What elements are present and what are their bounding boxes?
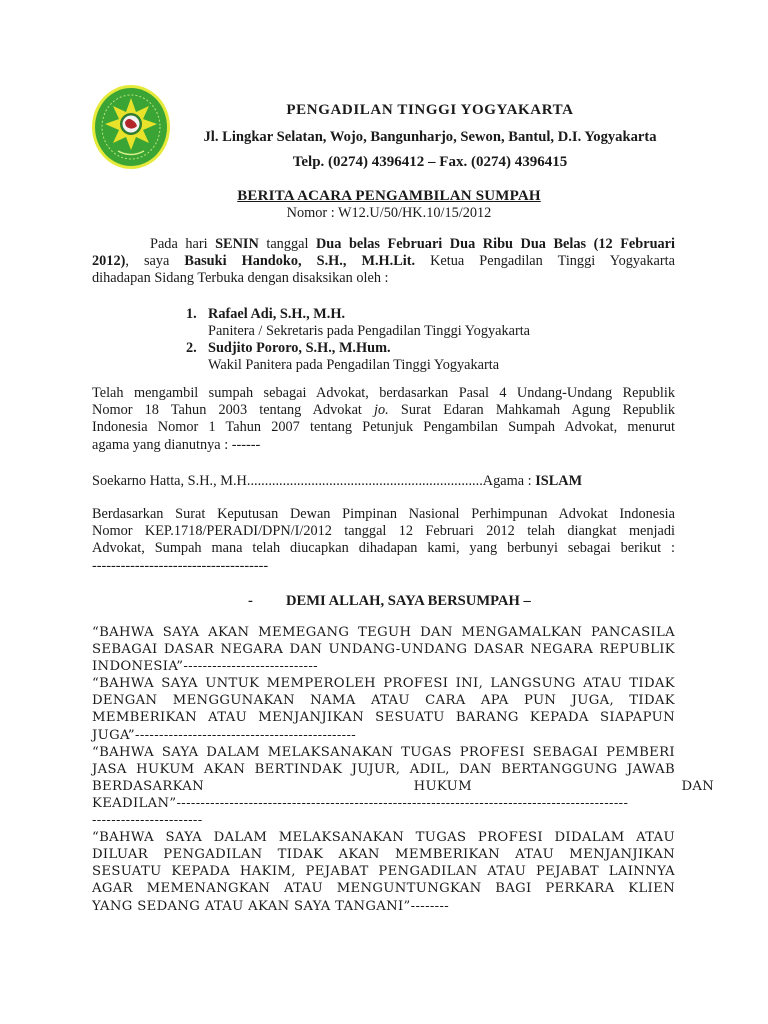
witness-role: Wakil Panitera pada Pengadilan Tinggi Yogyakarta: [208, 357, 500, 373]
advocate-name: Soekarno Hatta, S.H., M.H: [92, 473, 247, 489]
opening-line-1: Pada hari SENIN tanggal Dua belas Februari Dua Ribu Dua Belas (12 Februari: [150, 236, 675, 252]
decree-line-3: Advokat, Sumpah mana telah diucapkan dihadapan kami, yang berbunyi sebagai berikut :: [92, 540, 675, 557]
legal-basis-paragraph: [92, 385, 675, 454]
institution-contact: Telp. (0274) 4396412 – Fax. (0274) 4396415: [292, 154, 568, 170]
oath-clause: “BAHWA SAYA DALAM MELAKSANAKAN TUGAS PROFESI DIDALAM ATAU DILUAR PENGADILAN TIDAK AKAN MEMBERIKAN ATAU MENJANJIKAN SESUATU KEPADA HAKIM, PEJABAT PENGADILAN ATAU PEJABAT LAINNYA AGAR MEMENANGKAN ATAU MENGUNTUNGKAN BAGI PERKARA KLIEN YANG SEDANG ATAU AKAN SAYA TANGANI”--------: [92, 830, 675, 914]
advocate-religion: ISLAM: [535, 473, 583, 489]
oath-clause: “BAHWA SAYA DALAM MELAKSANAKAN TUGAS PROFESI SEBAGAI PEMBERI JASA HUKUM AKAN BERTINDAK JUJUR, ADIL, DAN BERTANGGUNG JAWAB BERDASARKAN HUKUM DAN KEADILAN”---------------------------------------------------------------------------------------------- -----------------------: [92, 744, 715, 829]
witness-name: Sudjito Pororo, S.H., M.Hum.: [208, 340, 391, 356]
document-title: BERITA ACARA PENGAMBILAN SUMPAH: [237, 188, 541, 204]
document-number: Nomor : W12.U/50/HK.10/15/2012: [286, 205, 492, 221]
advocate-line-text: Soekarno Hatta, S.H., M.H..................................................................Agama : ISLAM: [92, 473, 583, 489]
opening-line-2: 2012), saya Basuki Handoko, S.H., M.H.Lit. Ketua Pengadilan Tinggi Yogyakarta: [92, 253, 675, 270]
emblem-icon: [91, 84, 171, 170]
chairman-name: Basuki Handoko, S.H., M.H.Lit.: [184, 253, 416, 270]
decree-paragraph: [92, 506, 675, 575]
opening-paragraph: [92, 236, 675, 288]
witness-role: Panitera / Sekretaris pada Pengadilan Tinggi Yogyakarta: [208, 323, 531, 339]
oath-heading: - DEMI ALLAH, SAYA BERSUMPAH –: [248, 593, 531, 609]
witness-item: 1. Rafael Adi, S.H., M.H. Panitera / Sekretaris pada Pengadilan Tinggi Yogyakarta: [186, 306, 531, 339]
witness-item: 2. Sudjito Pororo, S.H., M.Hum. Wakil Panitera pada Pengadilan Tinggi Yogyakarta: [186, 340, 530, 374]
witness-name: Rafael Adi, S.H., M.H.: [208, 306, 346, 322]
basis-line-4: agama yang dianutnya : ------: [92, 436, 261, 453]
institution-address: Jl. Lingkar Selatan, Wojo, Bangunharjo, Sewon, Bantul, D.I. Yogyakarta: [203, 129, 657, 145]
witness-list: [186, 306, 530, 374]
oath-clause: “BAHWA SAYA UNTUK MEMPEROLEH PROFESI INI, LANGSUNG ATAU TIDAK DENGAN MENGGUNAKAN NAMA ATAU CARA APA PUN JUGA, TIDAK MEMBERIKAN ATAU MENJANJIKAN SESUATU BARANG KEPADA SIAPAPUN JUGA”----------------------------------------------: [92, 676, 675, 743]
decree-line-4: -------------------------------------: [92, 557, 269, 574]
day-of-week: SENIN: [215, 236, 259, 252]
institution-name: PENGADILAN TINGGI YOGYAKARTA: [286, 102, 574, 118]
oath-clause: “BAHWA SAYA AKAN MEMEGANG TEGUH DAN MENGAMALKAN PANCASILA SEBAGAI DASAR NEGARA DAN UNDANG-UNDANG DASAR NEGARA REPUBLIK INDONESIA”----------------------------: [92, 625, 675, 675]
decree-line-2: Nomor KEP.1718/PERADI/DPN/I/2012 tanggal 12 Februari 2012 telah diangkat menjadi: [92, 523, 675, 540]
basis-line-1: Telah mengambil sumpah sebagai Advokat, berdasarkan Pasal 4 Undang-Undang Republik: [92, 385, 675, 401]
basis-line-3: Indonesia Nomor 1 Tahun 2007 tentang Petunjuk Pengambilan Sumpah Advokat, menurut: [92, 419, 675, 436]
advocate-line: [92, 473, 675, 490]
decree-line-1: Berdasarkan Surat Keputusan Dewan Pimpinan Nasional Perhimpunan Advokat Indonesia: [92, 506, 675, 522]
oath-date: Dua belas Februari Dua Ribu Dua Belas (12 Februari: [315, 236, 675, 252]
court-emblem-logo: [91, 84, 171, 170]
opening-line-3: dihadapan Sidang Terbuka dengan disaksikan oleh :: [92, 270, 389, 287]
basis-line-2: Nomor 18 Tahun 2003 tentang Advokat jo. Surat Edaran Mahkamah Agung Republik: [92, 402, 675, 419]
oath-clauses: [92, 624, 715, 915]
